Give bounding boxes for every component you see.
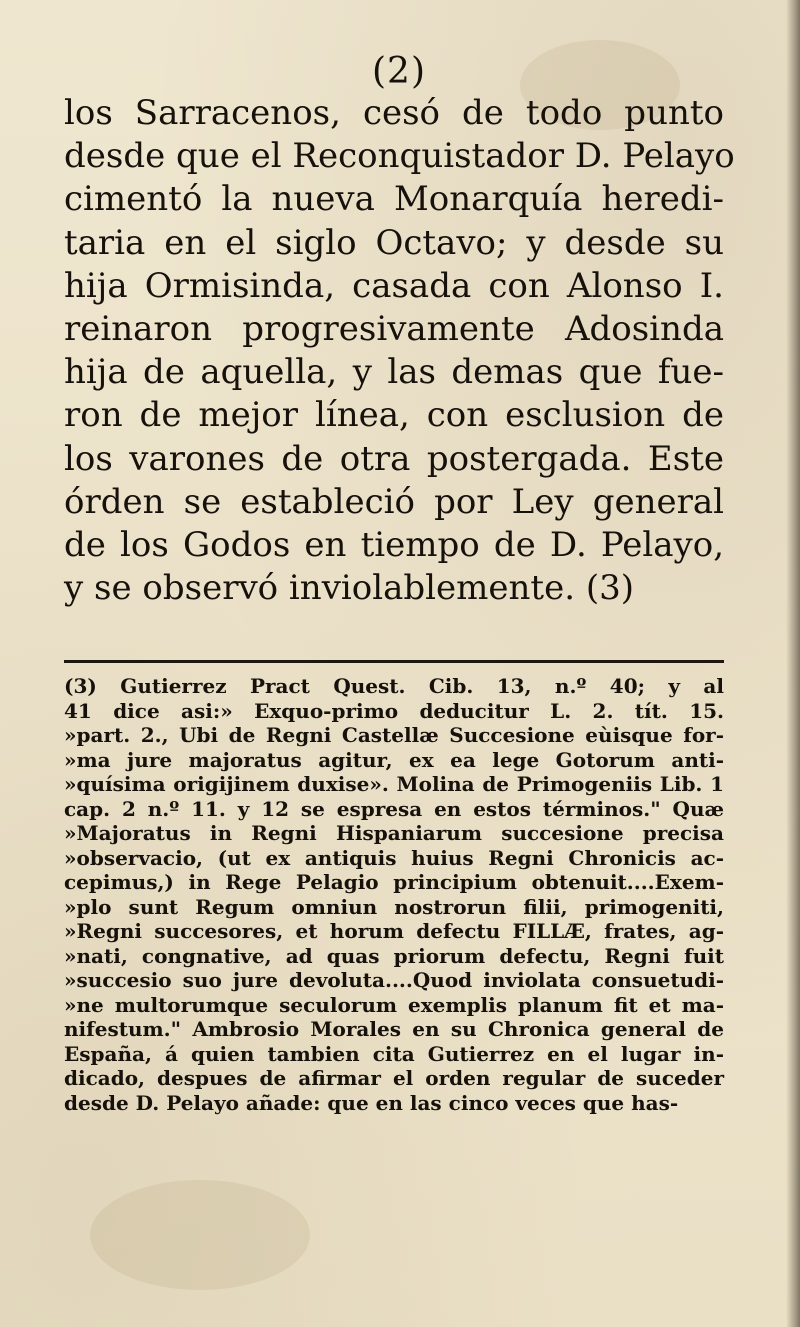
body-line: ron de mejor línea, con esclusion de	[64, 395, 724, 436]
footnote-line: (3) Gutierrez Pract Quest. Cib. 13, n.º 40; y al	[64, 674, 724, 698]
footnote-line: »succesio suo jure devoluta....Quod inviolata consuetudi-	[64, 968, 724, 992]
body-line: y se observó inviolablemente. (3)	[64, 568, 634, 609]
footnote-line: »ne multorumque seculorum exemplis planum fit et ma-	[64, 992, 724, 1017]
body-line: de los Godos en tiempo de D. Pelayo,	[64, 524, 724, 565]
body-line: taria en el siglo Octavo; y desde su	[64, 222, 724, 263]
footnote-line: cap. 2 n.º 11. y 12 se espresa en estos términos." Quæ	[64, 796, 724, 821]
footnote-line: »observacio, (ut ex antiquis huius Regni Chronicis ac-	[64, 845, 724, 870]
page-number: (2)	[372, 51, 426, 92]
footnote-line: desde D. Pelayo añade: que en las cinco veces que has-	[64, 1090, 679, 1115]
paper-stain	[90, 1180, 310, 1290]
body-line: hija de aquella, y las demas que fue-	[64, 352, 724, 393]
footnote-line: nifestum." Ambrosio Morales en su Chronica general de	[64, 1017, 724, 1041]
footnote-divider	[64, 660, 724, 663]
footnote-line: 41 dice asi:» Exquo-primo deducitur L. 2. tít. 15.	[64, 698, 724, 723]
footnote-line: »ma jure majoratus agitur, ex ea lege Gotorum anti-	[64, 747, 724, 772]
footnote-line: »plo sunt Regum omniun nostrorun filii, primogeniti,	[64, 894, 724, 919]
footnote-line: »Majoratus in Regni Hispaniarum succesione precisa	[64, 821, 724, 845]
footnote-line: »nati, congnative, ad quas priorum defectu, Regni fuit	[64, 943, 724, 968]
footnote-line: »part. 2., Ubi de Regni Castellæ Succesione eùisque for-	[64, 723, 724, 747]
footnote-line: dicado, despues de afirmar el orden regular de suceder	[64, 1066, 724, 1090]
footnote-line: España, á quien tambien cita Gutierrez en el lugar in-	[64, 1041, 724, 1066]
body-line: los Sarracenos, cesó de todo punto	[64, 93, 724, 133]
body-line: desde que el Reconquistador D. Pelayo	[64, 136, 735, 177]
footnote-line: cepimus,) in Rege Pelagio principium obtenuit....Exem-	[64, 870, 724, 894]
page-edge-shadow	[786, 0, 800, 1327]
body-line: los varones de otra postergada. Este	[64, 438, 724, 479]
body-line: órden se estableció por Ley general	[64, 481, 724, 522]
body-line: cimentó la nueva Monarquía heredi-	[64, 179, 724, 220]
body-text	[64, 92, 735, 610]
footnote-line: »quísima origijinem duxise». Molina de Primogeniis Lib. 1	[64, 772, 724, 796]
footnote-text	[64, 674, 724, 1115]
footnote-line: »Regni succesores, et horum defectu FILLÆ, frates, ag-	[64, 919, 724, 943]
body-line: hija Ormisinda, casada con Alonso I.	[64, 265, 724, 306]
body-line: reinaron progresivamente Adosinda	[64, 308, 724, 349]
